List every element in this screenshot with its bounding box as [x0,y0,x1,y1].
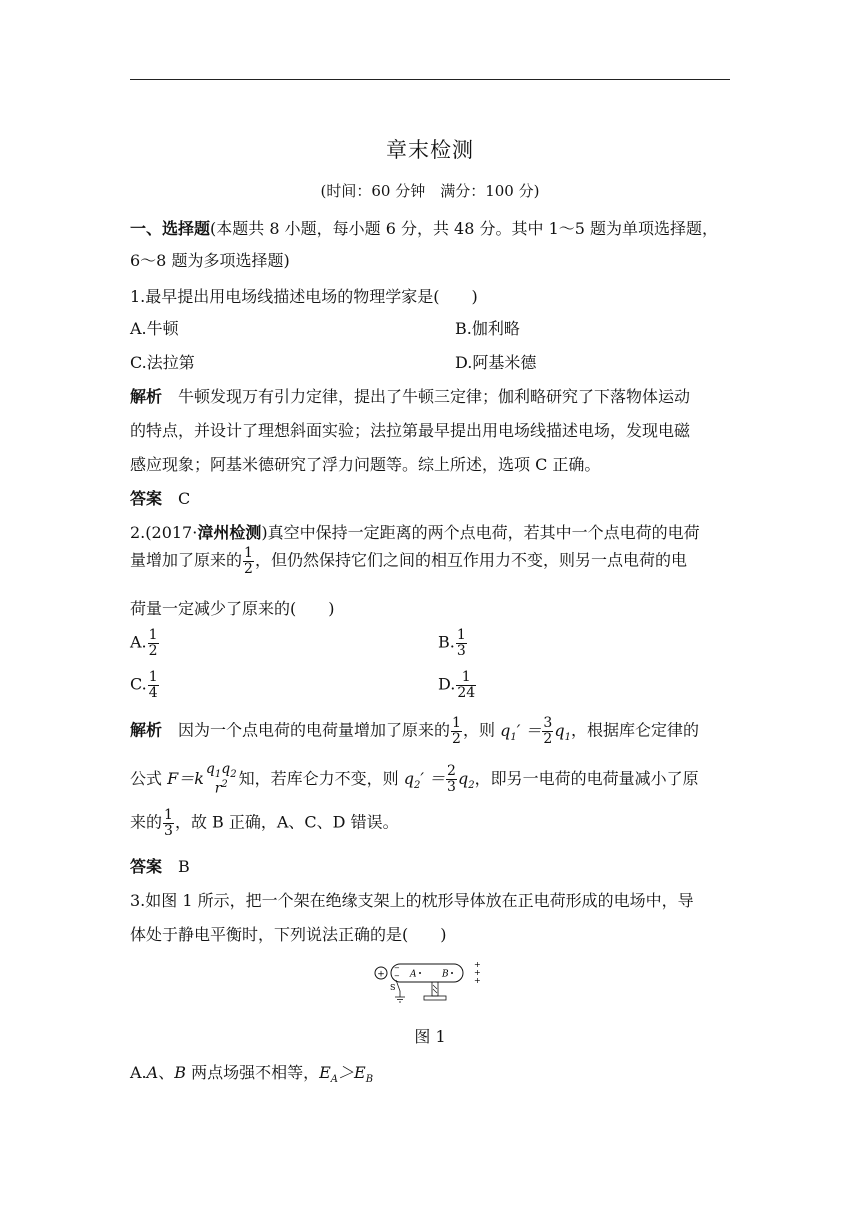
frac-den: 2 [244,560,253,577]
insulating-stand [432,982,438,996]
q2-option-c [130,670,160,700]
q1-analysis-1 [130,384,690,407]
q2-option-b [438,628,468,658]
fraction [148,628,159,658]
section-heading [130,216,718,239]
q2-answer-label: 答案 [130,857,163,876]
q2-option-a [130,628,160,658]
frac-num: 1 [148,627,158,643]
q2-stem-text-1: )真空中保持一定距离的两个点电荷，若其中一个点电荷的电荷 [261,523,700,542]
q2-analysis-text-1c: ，根据库仑定律的 [570,720,699,740]
q1-analysis-text-1: 牛顿发现万有引力定律，提出了牛顿三定律；伽利略研究了下落物体运动 [178,387,691,406]
switch-label: S [390,983,396,992]
q2-answer-value: B [178,857,190,876]
frac-num: 1 [148,669,158,685]
section-desc-1: (本题共 8 小题，每小题 6 分，共 48 分。其中 1～5 题为单项选择题， [210,219,719,238]
frac-num: 1 [244,545,253,561]
q1-analysis-3: 感应现象；阿基米德研究了浮力问题等。综上所述，选项 C 正确。 [130,455,601,474]
plus-charge: + [474,968,481,977]
q2-stem-3: 荷量一定减少了原来的( ) [130,599,335,618]
fraction [456,670,476,700]
frac-num: 1 [452,715,461,731]
frac-num: 1 [164,807,173,823]
q2-prefix: 2.(2017· [130,523,198,542]
q3-option-a-text: 两点场强不相等， [191,1063,320,1082]
frac-den: 3 [164,822,173,839]
q1-answer-label: 答案 [130,489,163,508]
section-desc-2: 6～8 题为多项选择题) [130,251,290,270]
frac-den: 2 [452,730,461,747]
option-label: A. [130,632,147,652]
plus-charge: + [474,976,481,985]
minus-charge: − [394,964,400,972]
q2-stem-text-2a: 量增加了原来的 [130,550,243,570]
q2-analysis-text-1b: ，则 [462,720,501,740]
exam-info: (时间：60 分钟 满分：100 分) [320,182,540,200]
point-a [419,972,421,974]
frac-den: 4 [148,684,158,701]
point-b [451,972,453,974]
plus-charge: + [474,960,481,969]
option-label: A. [130,1063,147,1082]
frac-num: 1 [456,670,476,686]
q2-analysis-text-2b: 知，若库仑力不变，则 [238,768,404,788]
q2-stem-2 [130,546,687,576]
q1-answer-value: C [178,489,191,508]
fraction [163,808,174,838]
q2-source: 漳州检测 [197,523,262,542]
frac-den: 2 [148,642,158,659]
fraction [451,716,462,746]
formula-field: $E_A>E_B$ [319,1063,374,1086]
page-title: 章末检测 [386,138,474,162]
q2-analysis-label: 解析 [130,720,163,740]
frac-den: 24 [457,684,476,701]
q2-analysis-text-2a: 公式 [130,768,168,788]
option-label: C. [130,674,147,694]
formula-q2: $q_2'$ ＝ $\frac{2}{3}$ $q_2$ [403,763,475,795]
var-b: B [174,1063,186,1082]
q2-analysis-text-2c: ，即另一电荷的电荷量减小了原 [474,768,699,788]
var-a: A [146,1063,159,1082]
option-label: D. [438,674,456,694]
q3-stem-1: 3.如图 1 所示，把一个架在绝缘支架上的枕形导体放在正电荷形成的电场中，导 [130,891,694,910]
q2-analysis-text-3a: 来的 [130,812,163,832]
formula-coulomb: F＝k $q_1q_2$ $r^2$ [167,761,237,797]
q2-analysis-3 [130,808,399,838]
stand-base [424,996,446,1000]
frac-den: 3 [456,642,466,659]
q2-answer [130,854,190,877]
q2-analysis-text-1a: 因为一个点电荷的电荷量增加了原来的 [178,720,451,740]
q2-analysis-2 [130,762,699,797]
q2-stem-1 [130,520,700,543]
fraction [243,546,254,576]
figure-caption: 图 1 [414,1027,446,1046]
point-a-label: A [410,969,417,980]
q1-option-d: D.阿基米德 [455,353,537,372]
q2-analysis-1 [130,716,699,746]
formula-q1: $q_1'$ ＝ $\frac{3}{2}$ $q_1$ [500,715,571,747]
minus-charge: − [394,972,400,980]
q1-analysis-label: 解析 [130,387,163,406]
q3-stem-2: 体处于静电平衡时，下列说法正确的是( ) [130,925,447,944]
q1-option-c: C.法拉第 [130,353,195,372]
section-label: 一、选择题 [130,219,211,238]
q3-option-a: A.A、B 两点场强不相等，$E_A>E_B$ [130,1063,374,1086]
point-b-label: B [442,969,449,980]
q1-option-a: A.牛顿 [130,319,179,338]
q1-option-b: B.伽利略 [455,319,520,338]
positive-charge-sign: + [377,969,385,980]
header-rule [130,79,730,80]
q1-stem: 1.最早提出用电场线描述电场的物理学家是( ) [130,287,478,306]
option-label: B. [438,632,455,652]
q2-analysis-text-3b: ，故 B 正确，A、C、D 错误。 [174,812,399,832]
frac-num: 1 [456,627,466,643]
q2-stem-text-2b: ，但仍然保持它们之间的相互作用力不变，则另一点电荷的电 [254,550,687,570]
figure-conductor [372,958,488,1006]
q1-analysis-2: 的特点，并设计了理想斜面实验；法拉第最早提出用电场线描述电场，发现电磁 [130,421,691,440]
fraction [148,670,159,700]
fraction [456,628,467,658]
q2-option-d [438,670,477,700]
q1-answer [130,486,190,509]
